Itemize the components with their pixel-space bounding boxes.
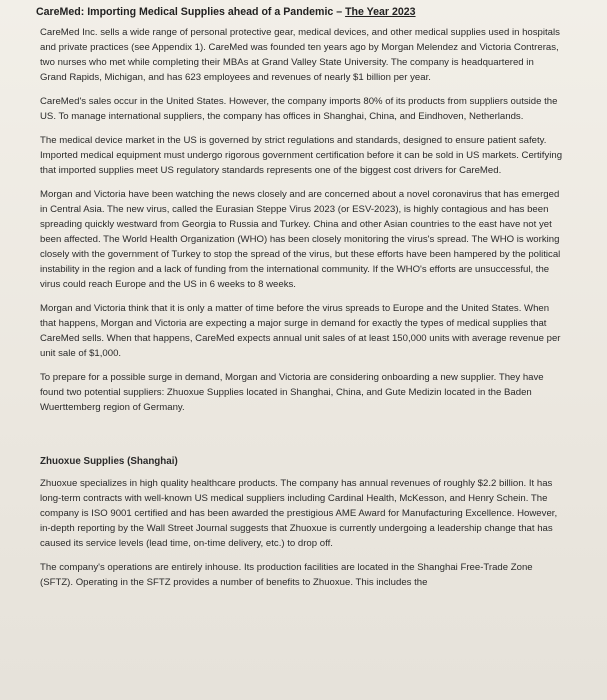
- paragraph-intro: CareMed Inc. sells a wide range of personal protective gear, medical devices, and other medical supplies used in hospitals and private practices (see Appendix 1). CareMed was founded ten years ago by Morgan Melendez and Victoria Contreras, two nurses who met while completing their MBAs at Grand Valley State University. The company is headquartered in Grand Rapids, Michigan, and has 623 employees and revenues of nearly $1 billion per year.: [40, 27, 560, 83]
- paragraph-demand: Morgan and Victoria think that it is only a matter of time before the virus spreads to Europe and the United States. When that happens, Morgan and Victoria are expecting a major surge in demand for exactly the types of medical supplies that CareMed sells. When that happens, CareMed expects annual unit sales of at least 150,000 units with average revenue per unit sale of $1,000.: [40, 303, 561, 359]
- section-heading: Zhuoxue Supplies (Shanghai): [40, 456, 178, 467]
- paragraph-virus: Morgan and Victoria have been watching the news closely and are concerned about a novel coronavirus that has emerged in Central Asia. The new virus, called the Eurasian Steppe Virus 2023 (or ESV-2023), is highly contagious and has been spreading quickly westward from Georgia to Russia and Turkey. China and other Asian countries to the east have not yet been affected. The World Health Organization (WHO) has been closely monitoring the virus's spread. The WHO is working closely with the government of Turkey to stop the spread of the virus, but these efforts have been hampered by the political instability in the region and a lack of funding from the international community. If the WHO's efforts are unsuccessful, the virus could reach Europe and the US in 6 weeks to 8 weeks.: [40, 189, 561, 290]
- paragraph-suppliers: To prepare for a possible surge in demand, Morgan and Victoria are considering onboarding a new supplier. They have found two potential suppliers: Zhuoxue Supplies located in Shanghai, China, and Gute Medizin located in the Baden Wuerttemberg region of Germany.: [40, 372, 544, 413]
- section-paragraph-overview: Zhuoxue specializes in high quality healthcare products. The company has annual revenues of roughly $2.2 billion. It has long-term contracts with well-known US medical suppliers including Cardinal Health, McKesson, and Henry Schein. The company is ISO 9001 certified and has been awarded the prestigious AME Award for Manufacturing Excellence. However, in-depth reporting by the Wall Street Journal suggests that Zhuoxue is currently undergoing a leadership change that has caused its service levels (lead time, on-time delivery, etc.) to drop off.: [40, 478, 558, 549]
- paragraph-regulation: The medical device market in the US is governed by strict regulations and standards, designed to ensure patient safety. Imported medical equipment must undergo rigorous government certification before it can be sold in US markets. Certifying that imported supplies meet US regulatory standards represents one of the biggest cost drivers for CareMed.: [40, 135, 563, 176]
- title-main: CareMed: Importing Medical Supplies ahead of a Pandemic –: [36, 6, 346, 18]
- paragraph-sales: CareMed's sales occur in the United States. However, the company imports 80% of its products from suppliers outside the US. To manage international suppliers, the company has offices in Shanghai, China, and Eindhoven, Netherlands.: [40, 96, 558, 122]
- title-year: The Year 2023: [345, 6, 416, 18]
- section-paragraph-operations: The company's operations are entirely inhouse. Its production facilities are located in the Shanghai Free-Trade Zone (SFTZ). Operating in the SFTZ provides a number of benefits to Zhuoxue. This includes the: [40, 562, 533, 588]
- document-title: [36, 6, 563, 18]
